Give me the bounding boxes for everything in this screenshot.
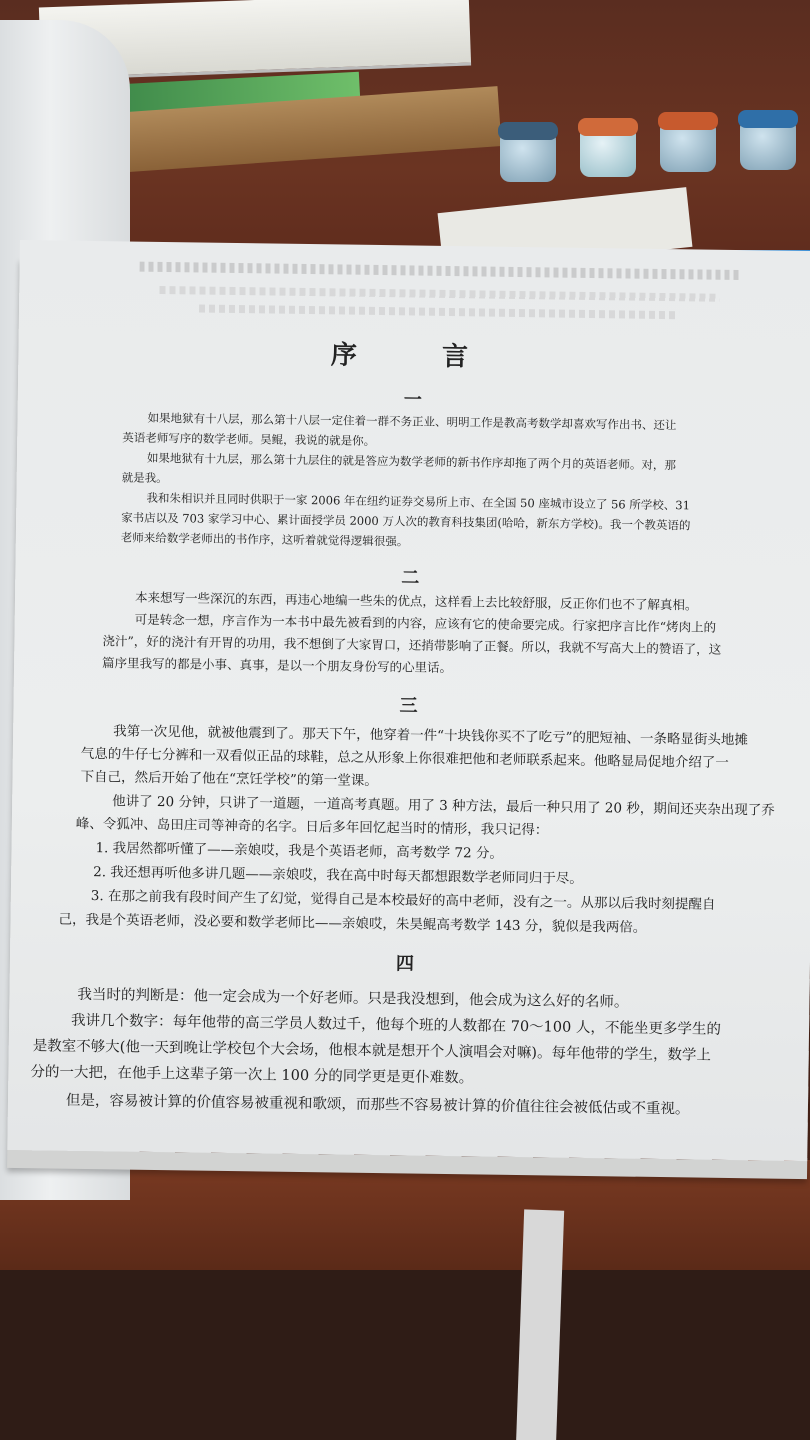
paragraph-line: 如果地狱有十八层，那么第十八层一定住着一群不务正业、明明工作是教高考数学却喜欢写作出书、还让 <box>147 410 677 433</box>
page-title: 序 言 <box>330 340 507 373</box>
jar-lid-3 <box>658 112 718 130</box>
paragraph-line: 浇汁”，好的浇汁有开胃的功用，我不想倒了大家胃口，还捎带影响了正餐。所以，我就不写高大上的赞语了，这 <box>102 633 722 657</box>
paragraph-line: 如果地狱有十九层，那么第十九层住的就是答应为数学老师的新书作序却拖了两个月的英语老师。对，那 <box>146 450 677 473</box>
list-item: 2. 我还想再听他多讲几题——亲娘哎，我在高中时每天都想跟数学老师同归于尽。 <box>93 864 583 887</box>
list-item: 3. 在那之前我有段时间产生了幻觉，觉得自己是本校最好的高中老师，没有之一。从那以后我时刻提醒自 <box>90 888 716 913</box>
floor <box>0 1270 810 1440</box>
paragraph-line: 篇序里我写的都是小事、真事，是以一个朋友身份写的心里话。 <box>102 655 453 676</box>
paragraph-line: 气息的牛仔七分裤和一双看似正品的球鞋，总之从形象上你很难把他和老师联系起来。他略显局促地介绍了一 <box>80 745 729 771</box>
floor-stripe <box>516 1209 564 1440</box>
section-heading: 四 <box>395 953 415 975</box>
paragraph-line: 老师来给数学老师出的书作序，这听着就觉得逻辑很强。 <box>120 530 409 549</box>
paragraph-line: 家书店以及 703 家学习中心、累计面授学员 2000 万人次的教育科技集团(哈哈，新东方学校)。我一个教英语的 <box>121 510 691 533</box>
page-header-faint <box>140 262 740 280</box>
paragraph-line: 我当时的判断是：他一定会成为一个好老师。只是我没想到，他会成为这么好的名师。 <box>77 986 629 1011</box>
jar-lid-1 <box>498 122 558 140</box>
list-item-continued: 己，我是个英语老师，没必要和数学老师比——亲娘哎，朱昊鲲高考数学 143 分，貌似是我两倍。 <box>58 911 647 936</box>
paragraph-line: 我讲几个数字：每年他带的高三学员人数过千，他每个班的人数都在 70～100 人，不能坐更多学生的 <box>70 1012 721 1038</box>
paragraph-line: 英语老师写序的数学老师。昊鲲，我说的就是你。 <box>122 430 376 448</box>
bleed-through-line <box>199 305 679 320</box>
paragraph-line: 我第一次见他，就被他震到了。那天下午，他穿着一件“十块钱你买不了吃亏”的肥短袖、一条略显街头地摊 <box>113 723 749 749</box>
paragraph-line: 峰、令狐冲、岛田庄司等神奇的名字。日后多年回忆起当时的情形，我只记得： <box>75 815 549 839</box>
list-item: 1. 我居然都听懂了——亲娘哎，我是个英语老师，高考数学 72 分。 <box>95 840 504 862</box>
paragraph-line: 就是我。 <box>121 470 168 486</box>
paragraph-line: 他讲了 20 分钟，只讲了一道题，一道高考真题。用了 3 种方法，最后一种只用了 20 秒，期间还夹杂出现了乔 <box>112 793 775 819</box>
jar-lid-4 <box>738 110 798 128</box>
section-heading: 三 <box>399 695 418 717</box>
paragraph-line: 下自己，然后开始了他在“烹饪学校”的第一堂课。 <box>80 768 378 790</box>
jar-lid-2 <box>578 118 638 136</box>
section-heading: 二 <box>401 567 420 589</box>
bleed-through-line <box>159 286 719 302</box>
section-heading: 一 <box>403 389 422 411</box>
paragraph-line: 但是，容易被计算的价值容易被重视和歌颂，而那些不容易被计算的价值往往会被低估或不重视。 <box>65 1092 690 1118</box>
paragraph-line: 分的一大把，在他手上这辈子第一次上 100 分的同学更是更仆难数。 <box>30 1064 474 1087</box>
paragraph-line: 可是转念一想，序言作为一本书中最先被看到的内容，应该有它的使命要完成。行家把序言比作“烤肉上的 <box>134 611 717 635</box>
open-book-page <box>7 240 810 1161</box>
paragraph-line: 我和朱相识并且同时供职于一家 2006 年在纽约证券交易所上市、在全国 50 座城市设立了 56 所学校、31 <box>146 490 691 513</box>
paragraph-line: 本来想写一些深沉的东西，再违心地编一些朱的优点，这样看上去比较舒服，反正你们也不了解真相。 <box>134 589 698 613</box>
paragraph-line: 是教室不够大(他一天到晚让学校包个大会场，他根本就是想开个人演唱会对嘛)。每年他带的学生，数学上 <box>32 1038 712 1064</box>
